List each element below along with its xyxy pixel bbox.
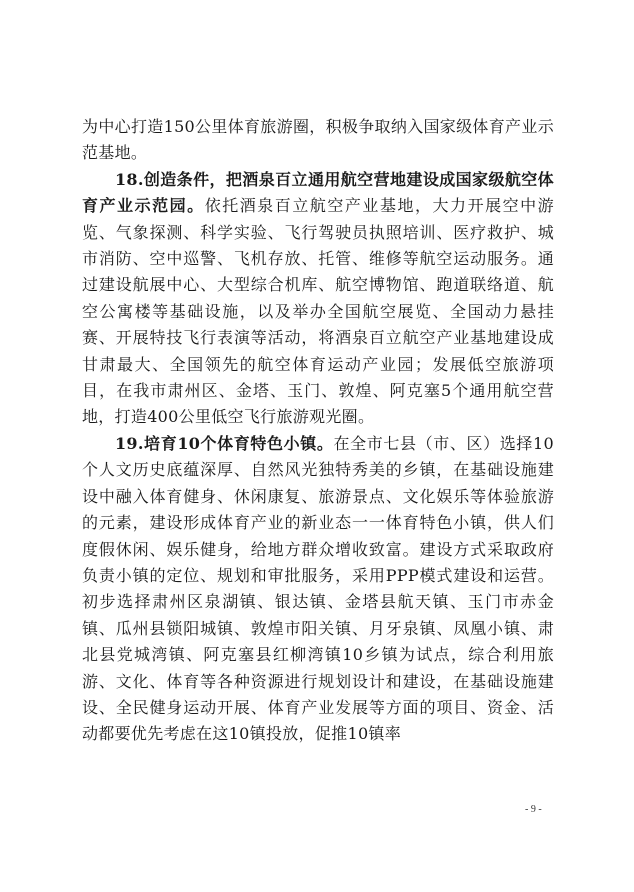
paragraph-text: 为中心打造150公里体育旅游圈，积极争取纳入国家级体育产业示范基地。 bbox=[82, 117, 554, 163]
paragraph-continuation bbox=[82, 114, 554, 167]
paragraph-item-18 bbox=[82, 167, 554, 431]
item-18-heading: 18.创造条件，把酒泉百立通用航空营地建设成国家级航空体育产业示范园。 bbox=[82, 169, 554, 216]
item-19-text: 在全市七县（市、区）选择10个人文历史底蕴深厚、自然风光独特秀美的乡镇，在基础设施建设中融入体育健身、休闲康复、旅游景点、文化娱乐等体验旅游的元素，建设形成体育产业的新业态一一体育特色小镇，供人们度假休闲、娱乐健身，给地方群众增收致富。建设方式采取政府负责小镇的定位、规划和审批服务，采用PPP模式建设和运营。初步选择肃州区泉湖镇、银达镇、金塔县航天镇、玉门市赤金镇、瓜州县锁阳城镇、敦煌市阳关镇、月牙泉镇、凤凰小镇、肃北县党城湾镇、阿克塞县红柳湾镇10乡镇为试点，综合利用旅游、文化、体育等各种资源进行规划设计和建设，在基础设施建设、全民健身运动开展、体育产业发展等方面的项目、资金、活动都要优先考虑在这10镇投放，促推10镇率 bbox=[82, 433, 555, 744]
page-number: - 9 - bbox=[525, 804, 542, 815]
item-18-text: 依托酒泉百立航空产业基地，大力开展空中游览、气象探测、科学实验、飞行驾驶员执照培训、医疗救护、城市消防、空中巡警、飞机存放、托管、维修等航空运动服务。通过建设航展中心、大型综合机库、航空博物馆、跑道联络道、航空公寓楼等基础设施，以及举办全国航空展览、全国动力悬挂赛、开展特技飞行表演等活动，将酒泉百立航空产业基地建设成甘肃最大、全国领先的航空体育运动产业园；发展低空旅游项目，在我市肃州区、金塔、玉门、敦煌、阿克塞5个通用航空营地，打造400公里低空飞行旅游观光圈。 bbox=[82, 196, 554, 427]
paragraph-item-19 bbox=[82, 431, 554, 748]
item-19-heading: 19.培育10个体育特色小镇。 bbox=[115, 433, 334, 453]
document-body bbox=[82, 114, 554, 748]
